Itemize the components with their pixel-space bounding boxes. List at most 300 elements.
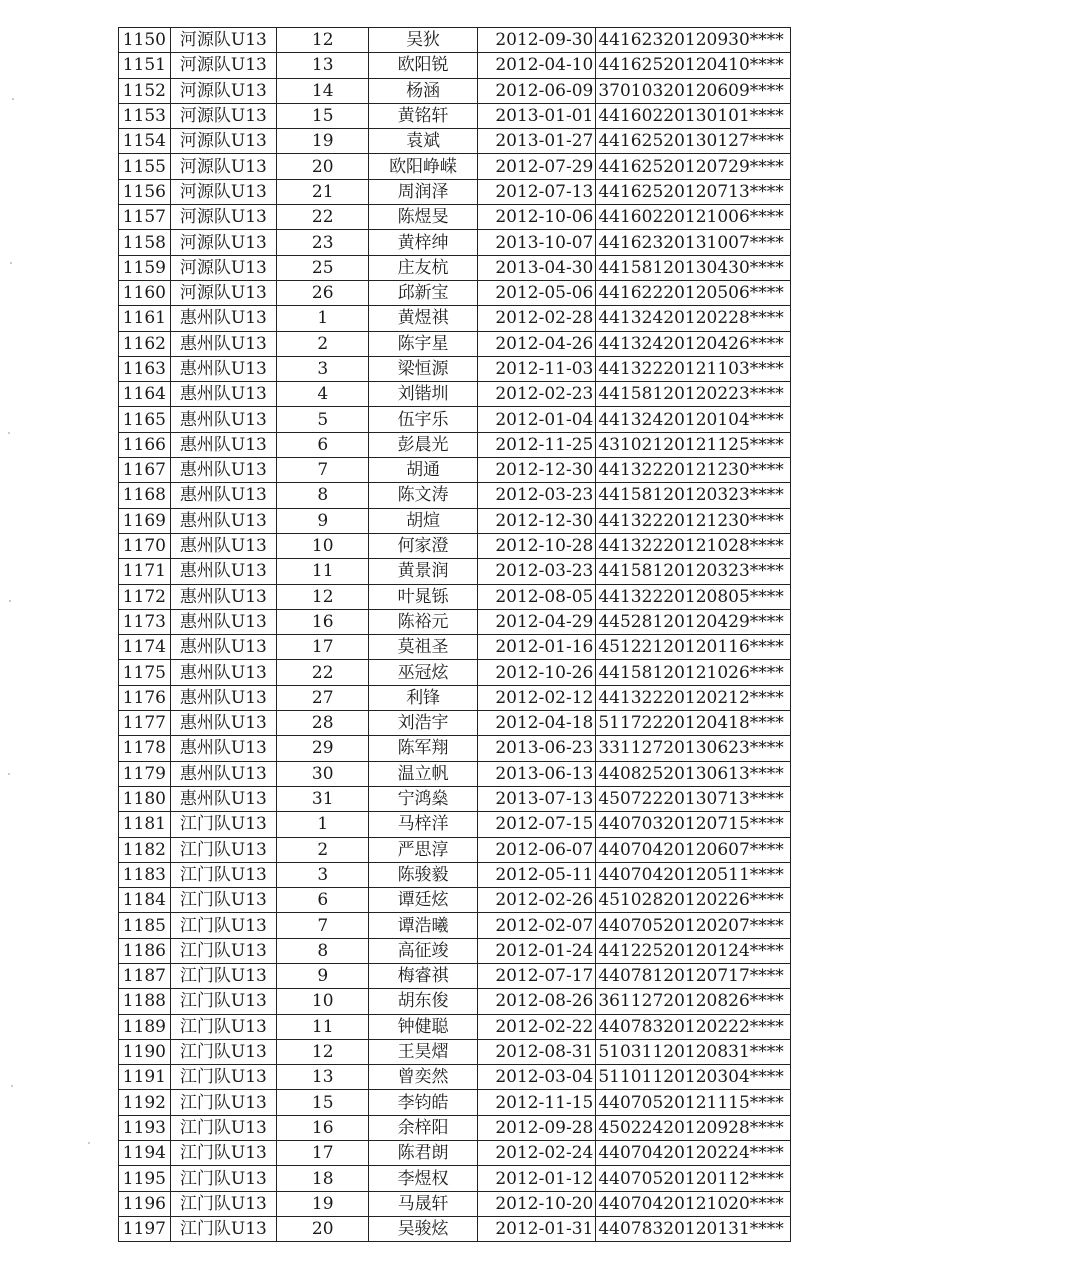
jersey-number-cell: 10 xyxy=(277,533,369,558)
row-index-cell: 1187 xyxy=(119,963,171,988)
id-number-cell: 44132420120104**** xyxy=(596,407,791,432)
player-name-cell: 陈文涛 xyxy=(369,483,477,508)
player-name-cell: 马晟轩 xyxy=(369,1191,477,1216)
scan-speck xyxy=(8,432,10,434)
birth-date-cell: 2012-07-29 xyxy=(477,154,596,179)
row-index-cell: 1177 xyxy=(119,711,171,736)
id-number-cell: 51101120120304**** xyxy=(596,1065,791,1090)
jersey-number-cell: 3 xyxy=(277,356,369,381)
jersey-number-cell: 23 xyxy=(277,230,369,255)
table-row xyxy=(119,1216,791,1241)
jersey-number-cell: 15 xyxy=(277,103,369,128)
team-cell: 惠州队U13 xyxy=(170,736,276,761)
row-index-cell: 1155 xyxy=(119,154,171,179)
jersey-number-cell: 1 xyxy=(277,812,369,837)
player-name-cell: 何家澄 xyxy=(369,533,477,558)
roster-body xyxy=(119,28,791,1242)
table-row xyxy=(119,1166,791,1191)
birth-date-cell: 2012-04-26 xyxy=(477,331,596,356)
scan-speck xyxy=(8,773,10,775)
row-index-cell: 1152 xyxy=(119,78,171,103)
birth-date-cell: 2013-10-07 xyxy=(477,230,596,255)
jersey-number-cell: 11 xyxy=(277,1014,369,1039)
player-name-cell: 陈骏毅 xyxy=(369,862,477,887)
team-cell: 惠州队U13 xyxy=(170,508,276,533)
team-cell: 江门队U13 xyxy=(170,963,276,988)
jersey-number-cell: 14 xyxy=(277,78,369,103)
birth-date-cell: 2012-02-07 xyxy=(477,913,596,938)
team-cell: 惠州队U13 xyxy=(170,458,276,483)
birth-date-cell: 2012-03-23 xyxy=(477,483,596,508)
team-cell: 江门队U13 xyxy=(170,1191,276,1216)
team-cell: 江门队U13 xyxy=(170,1014,276,1039)
jersey-number-cell: 8 xyxy=(277,938,369,963)
jersey-number-cell: 5 xyxy=(277,407,369,432)
table-row xyxy=(119,938,791,963)
id-number-cell: 44132220121103**** xyxy=(596,356,791,381)
row-index-cell: 1162 xyxy=(119,331,171,356)
table-row xyxy=(119,1014,791,1039)
id-number-cell: 44132220121230**** xyxy=(596,508,791,533)
scan-speck xyxy=(12,98,14,100)
team-cell: 惠州队U13 xyxy=(170,635,276,660)
team-cell: 河源队U13 xyxy=(170,255,276,280)
id-number-cell: 44070420120607**** xyxy=(596,837,791,862)
table-row xyxy=(119,635,791,660)
birth-date-cell: 2012-04-29 xyxy=(477,609,596,634)
player-name-cell: 梅睿祺 xyxy=(369,963,477,988)
id-number-cell: 51031120120831**** xyxy=(596,1039,791,1064)
id-number-cell: 44162320131007**** xyxy=(596,230,791,255)
birth-date-cell: 2012-07-15 xyxy=(477,812,596,837)
row-index-cell: 1192 xyxy=(119,1090,171,1115)
table-row xyxy=(119,280,791,305)
birth-date-cell: 2012-02-23 xyxy=(477,382,596,407)
player-name-cell: 胡煊 xyxy=(369,508,477,533)
table-row xyxy=(119,888,791,913)
team-cell: 江门队U13 xyxy=(170,837,276,862)
id-number-cell: 45072220130713**** xyxy=(596,786,791,811)
team-cell: 惠州队U13 xyxy=(170,382,276,407)
team-cell: 惠州队U13 xyxy=(170,609,276,634)
jersey-number-cell: 20 xyxy=(277,1216,369,1241)
birth-date-cell: 2012-02-22 xyxy=(477,1014,596,1039)
jersey-number-cell: 7 xyxy=(277,913,369,938)
jersey-number-cell: 1 xyxy=(277,306,369,331)
team-cell: 惠州队U13 xyxy=(170,432,276,457)
row-index-cell: 1196 xyxy=(119,1191,171,1216)
row-index-cell: 1182 xyxy=(119,837,171,862)
player-name-cell: 巫冠炫 xyxy=(369,660,477,685)
table-row xyxy=(119,711,791,736)
table-row xyxy=(119,129,791,154)
birth-date-cell: 2012-01-24 xyxy=(477,938,596,963)
birth-date-cell: 2012-08-31 xyxy=(477,1039,596,1064)
birth-date-cell: 2012-10-28 xyxy=(477,533,596,558)
id-number-cell: 37010320120609**** xyxy=(596,78,791,103)
id-number-cell: 43102120121125**** xyxy=(596,432,791,457)
id-number-cell: 44078320120222**** xyxy=(596,1014,791,1039)
table-row xyxy=(119,1191,791,1216)
player-name-cell: 吴骏炫 xyxy=(369,1216,477,1241)
table-row xyxy=(119,28,791,53)
row-index-cell: 1151 xyxy=(119,53,171,78)
table-row xyxy=(119,761,791,786)
birth-date-cell: 2012-04-18 xyxy=(477,711,596,736)
team-cell: 惠州队U13 xyxy=(170,685,276,710)
jersey-number-cell: 12 xyxy=(277,584,369,609)
row-index-cell: 1176 xyxy=(119,685,171,710)
table-row xyxy=(119,205,791,230)
id-number-cell: 44070420120224**** xyxy=(596,1141,791,1166)
player-name-cell: 黄铭轩 xyxy=(369,103,477,128)
team-cell: 惠州队U13 xyxy=(170,407,276,432)
jersey-number-cell: 10 xyxy=(277,989,369,1014)
table-row xyxy=(119,53,791,78)
row-index-cell: 1166 xyxy=(119,432,171,457)
id-number-cell: 44158120120323**** xyxy=(596,483,791,508)
team-cell: 江门队U13 xyxy=(170,812,276,837)
row-index-cell: 1178 xyxy=(119,736,171,761)
row-index-cell: 1186 xyxy=(119,938,171,963)
jersey-number-cell: 8 xyxy=(277,483,369,508)
player-name-cell: 余梓阳 xyxy=(369,1115,477,1140)
scan-speck xyxy=(10,262,12,264)
id-number-cell: 44158120130430**** xyxy=(596,255,791,280)
team-cell: 河源队U13 xyxy=(170,28,276,53)
birth-date-cell: 2013-01-27 xyxy=(477,129,596,154)
birth-date-cell: 2012-06-07 xyxy=(477,837,596,862)
birth-date-cell: 2012-11-03 xyxy=(477,356,596,381)
row-index-cell: 1197 xyxy=(119,1216,171,1241)
team-cell: 江门队U13 xyxy=(170,1166,276,1191)
row-index-cell: 1168 xyxy=(119,483,171,508)
table-row xyxy=(119,331,791,356)
row-index-cell: 1175 xyxy=(119,660,171,685)
birth-date-cell: 2012-09-28 xyxy=(477,1115,596,1140)
player-name-cell: 庄友杭 xyxy=(369,255,477,280)
player-name-cell: 彭晨光 xyxy=(369,432,477,457)
player-name-cell: 严思淳 xyxy=(369,837,477,862)
table-row xyxy=(119,356,791,381)
row-index-cell: 1158 xyxy=(119,230,171,255)
jersey-number-cell: 2 xyxy=(277,837,369,862)
team-cell: 河源队U13 xyxy=(170,205,276,230)
birth-date-cell: 2012-07-13 xyxy=(477,179,596,204)
table-row xyxy=(119,1115,791,1140)
row-index-cell: 1164 xyxy=(119,382,171,407)
row-index-cell: 1174 xyxy=(119,635,171,660)
table-row xyxy=(119,230,791,255)
birth-date-cell: 2012-01-04 xyxy=(477,407,596,432)
row-index-cell: 1191 xyxy=(119,1065,171,1090)
table-row xyxy=(119,432,791,457)
row-index-cell: 1160 xyxy=(119,280,171,305)
jersey-number-cell: 13 xyxy=(277,53,369,78)
birth-date-cell: 2012-10-26 xyxy=(477,660,596,685)
id-number-cell: 44070520120112**** xyxy=(596,1166,791,1191)
table-row xyxy=(119,255,791,280)
jersey-number-cell: 13 xyxy=(277,1065,369,1090)
jersey-number-cell: 20 xyxy=(277,154,369,179)
player-name-cell: 马梓洋 xyxy=(369,812,477,837)
birth-date-cell: 2012-05-11 xyxy=(477,862,596,887)
jersey-number-cell: 28 xyxy=(277,711,369,736)
table-row xyxy=(119,685,791,710)
row-index-cell: 1153 xyxy=(119,103,171,128)
birth-date-cell: 2012-12-30 xyxy=(477,508,596,533)
id-number-cell: 44082520130613**** xyxy=(596,761,791,786)
id-number-cell: 44528120120429**** xyxy=(596,609,791,634)
row-index-cell: 1159 xyxy=(119,255,171,280)
id-number-cell: 44132220121230**** xyxy=(596,458,791,483)
birth-date-cell: 2012-04-10 xyxy=(477,53,596,78)
table-row xyxy=(119,483,791,508)
row-index-cell: 1189 xyxy=(119,1014,171,1039)
row-index-cell: 1171 xyxy=(119,559,171,584)
id-number-cell: 44070320120715**** xyxy=(596,812,791,837)
id-number-cell: 44132220120805**** xyxy=(596,584,791,609)
row-index-cell: 1185 xyxy=(119,913,171,938)
row-index-cell: 1183 xyxy=(119,862,171,887)
birth-date-cell: 2012-01-31 xyxy=(477,1216,596,1241)
birth-date-cell: 2012-02-28 xyxy=(477,306,596,331)
table-row xyxy=(119,458,791,483)
table-row xyxy=(119,533,791,558)
team-cell: 惠州队U13 xyxy=(170,356,276,381)
row-index-cell: 1194 xyxy=(119,1141,171,1166)
team-cell: 河源队U13 xyxy=(170,129,276,154)
jersey-number-cell: 6 xyxy=(277,888,369,913)
row-index-cell: 1181 xyxy=(119,812,171,837)
id-number-cell: 44162520120410**** xyxy=(596,53,791,78)
row-index-cell: 1195 xyxy=(119,1166,171,1191)
table-row xyxy=(119,179,791,204)
birth-date-cell: 2013-06-13 xyxy=(477,761,596,786)
jersey-number-cell: 18 xyxy=(277,1166,369,1191)
jersey-number-cell: 4 xyxy=(277,382,369,407)
player-name-cell: 陈裕元 xyxy=(369,609,477,634)
jersey-number-cell: 27 xyxy=(277,685,369,710)
birth-date-cell: 2012-03-04 xyxy=(477,1065,596,1090)
table-row xyxy=(119,609,791,634)
birth-date-cell: 2012-08-26 xyxy=(477,989,596,1014)
team-cell: 河源队U13 xyxy=(170,78,276,103)
team-cell: 河源队U13 xyxy=(170,230,276,255)
player-name-cell: 王昊熠 xyxy=(369,1039,477,1064)
id-number-cell: 44158120120223**** xyxy=(596,382,791,407)
birth-date-cell: 2012-02-12 xyxy=(477,685,596,710)
table-row xyxy=(119,584,791,609)
player-name-cell: 莫祖圣 xyxy=(369,635,477,660)
id-number-cell: 44158120120323**** xyxy=(596,559,791,584)
id-number-cell: 44132420120426**** xyxy=(596,331,791,356)
row-index-cell: 1190 xyxy=(119,1039,171,1064)
jersey-number-cell: 19 xyxy=(277,129,369,154)
team-cell: 河源队U13 xyxy=(170,280,276,305)
row-index-cell: 1172 xyxy=(119,584,171,609)
player-name-cell: 温立帆 xyxy=(369,761,477,786)
id-number-cell: 44132220120212**** xyxy=(596,685,791,710)
id-number-cell: 44070520120207**** xyxy=(596,913,791,938)
id-number-cell: 36112720120826**** xyxy=(596,989,791,1014)
table-row xyxy=(119,989,791,1014)
team-cell: 惠州队U13 xyxy=(170,483,276,508)
id-number-cell: 45102820120226**** xyxy=(596,888,791,913)
jersey-number-cell: 2 xyxy=(277,331,369,356)
jersey-number-cell: 7 xyxy=(277,458,369,483)
team-cell: 河源队U13 xyxy=(170,179,276,204)
row-index-cell: 1154 xyxy=(119,129,171,154)
row-index-cell: 1184 xyxy=(119,888,171,913)
jersey-number-cell: 9 xyxy=(277,963,369,988)
row-index-cell: 1167 xyxy=(119,458,171,483)
player-name-cell: 邱新宝 xyxy=(369,280,477,305)
team-cell: 江门队U13 xyxy=(170,938,276,963)
id-number-cell: 44132220121028**** xyxy=(596,533,791,558)
team-cell: 江门队U13 xyxy=(170,989,276,1014)
team-cell: 惠州队U13 xyxy=(170,786,276,811)
birth-date-cell: 2012-10-20 xyxy=(477,1191,596,1216)
team-cell: 惠州队U13 xyxy=(170,306,276,331)
player-name-cell: 吴狄 xyxy=(369,28,477,53)
jersey-number-cell: 26 xyxy=(277,280,369,305)
row-index-cell: 1156 xyxy=(119,179,171,204)
table-row xyxy=(119,736,791,761)
birth-date-cell: 2012-01-12 xyxy=(477,1166,596,1191)
id-number-cell: 44070420120511**** xyxy=(596,862,791,887)
team-cell: 江门队U13 xyxy=(170,1039,276,1064)
jersey-number-cell: 25 xyxy=(277,255,369,280)
birth-date-cell: 2012-11-15 xyxy=(477,1090,596,1115)
player-name-cell: 利锋 xyxy=(369,685,477,710)
player-name-cell: 钟健聪 xyxy=(369,1014,477,1039)
scan-speck xyxy=(88,1142,90,1144)
row-index-cell: 1161 xyxy=(119,306,171,331)
player-name-cell: 陈君朗 xyxy=(369,1141,477,1166)
table-row xyxy=(119,407,791,432)
player-name-cell: 欧阳锐 xyxy=(369,53,477,78)
table-row xyxy=(119,306,791,331)
table-row xyxy=(119,382,791,407)
table-row xyxy=(119,154,791,179)
team-cell: 河源队U13 xyxy=(170,154,276,179)
row-index-cell: 1180 xyxy=(119,786,171,811)
team-cell: 江门队U13 xyxy=(170,1216,276,1241)
jersey-number-cell: 29 xyxy=(277,736,369,761)
player-name-cell: 陈宇星 xyxy=(369,331,477,356)
player-name-cell: 伍宇乐 xyxy=(369,407,477,432)
table-row xyxy=(119,1039,791,1064)
player-name-cell: 黄煜祺 xyxy=(369,306,477,331)
player-name-cell: 曾奕然 xyxy=(369,1065,477,1090)
player-name-cell: 陈军翔 xyxy=(369,736,477,761)
table-row xyxy=(119,837,791,862)
id-number-cell: 44122520120124**** xyxy=(596,938,791,963)
row-index-cell: 1165 xyxy=(119,407,171,432)
player-name-cell: 梁恒源 xyxy=(369,356,477,381)
birth-date-cell: 2012-02-26 xyxy=(477,888,596,913)
birth-date-cell: 2012-05-06 xyxy=(477,280,596,305)
row-index-cell: 1170 xyxy=(119,533,171,558)
team-cell: 惠州队U13 xyxy=(170,761,276,786)
team-cell: 河源队U13 xyxy=(170,103,276,128)
player-name-cell: 黄梓绅 xyxy=(369,230,477,255)
table-row xyxy=(119,786,791,811)
id-number-cell: 45022420120928**** xyxy=(596,1115,791,1140)
team-cell: 江门队U13 xyxy=(170,913,276,938)
table-row xyxy=(119,963,791,988)
birth-date-cell: 2013-04-30 xyxy=(477,255,596,280)
team-cell: 江门队U13 xyxy=(170,1065,276,1090)
jersey-number-cell: 19 xyxy=(277,1191,369,1216)
player-name-cell: 宁鸿燊 xyxy=(369,786,477,811)
player-name-cell: 李钧皓 xyxy=(369,1090,477,1115)
id-number-cell: 44160220121006**** xyxy=(596,205,791,230)
player-name-cell: 陈煜旻 xyxy=(369,205,477,230)
birth-date-cell: 2012-08-05 xyxy=(477,584,596,609)
birth-date-cell: 2012-10-06 xyxy=(477,205,596,230)
row-index-cell: 1157 xyxy=(119,205,171,230)
player-name-cell: 袁斌 xyxy=(369,129,477,154)
row-index-cell: 1179 xyxy=(119,761,171,786)
team-cell: 江门队U13 xyxy=(170,1115,276,1140)
id-number-cell: 44070520121115**** xyxy=(596,1090,791,1115)
player-name-cell: 杨涵 xyxy=(369,78,477,103)
jersey-number-cell: 3 xyxy=(277,862,369,887)
scan-speck xyxy=(11,1085,13,1087)
team-cell: 惠州队U13 xyxy=(170,559,276,584)
jersey-number-cell: 31 xyxy=(277,786,369,811)
table-row xyxy=(119,862,791,887)
player-roster-table xyxy=(118,27,791,1242)
jersey-number-cell: 16 xyxy=(277,1115,369,1140)
birth-date-cell: 2013-01-01 xyxy=(477,103,596,128)
birth-date-cell: 2012-02-24 xyxy=(477,1141,596,1166)
birth-date-cell: 2012-12-30 xyxy=(477,458,596,483)
birth-date-cell: 2012-01-16 xyxy=(477,635,596,660)
table-row xyxy=(119,508,791,533)
player-name-cell: 周润泽 xyxy=(369,179,477,204)
table-row xyxy=(119,1141,791,1166)
birth-date-cell: 2013-06-23 xyxy=(477,736,596,761)
jersey-number-cell: 12 xyxy=(277,28,369,53)
row-index-cell: 1163 xyxy=(119,356,171,381)
team-cell: 惠州队U13 xyxy=(170,660,276,685)
jersey-number-cell: 17 xyxy=(277,1141,369,1166)
team-cell: 江门队U13 xyxy=(170,888,276,913)
id-number-cell: 44078320120131**** xyxy=(596,1216,791,1241)
team-cell: 惠州队U13 xyxy=(170,331,276,356)
team-cell: 江门队U13 xyxy=(170,1090,276,1115)
table-row xyxy=(119,812,791,837)
id-number-cell: 44162320120930**** xyxy=(596,28,791,53)
id-number-cell: 44078120120717**** xyxy=(596,963,791,988)
id-number-cell: 44132420120228**** xyxy=(596,306,791,331)
jersey-number-cell: 12 xyxy=(277,1039,369,1064)
birth-date-cell: 2012-03-23 xyxy=(477,559,596,584)
player-name-cell: 叶晁铄 xyxy=(369,584,477,609)
jersey-number-cell: 17 xyxy=(277,635,369,660)
table-row xyxy=(119,1065,791,1090)
team-cell: 惠州队U13 xyxy=(170,584,276,609)
player-name-cell: 刘浩宇 xyxy=(369,711,477,736)
id-number-cell: 44162520120713**** xyxy=(596,179,791,204)
team-cell: 江门队U13 xyxy=(170,1141,276,1166)
id-number-cell: 33112720130623**** xyxy=(596,736,791,761)
jersey-number-cell: 11 xyxy=(277,559,369,584)
id-number-cell: 44162220120506**** xyxy=(596,280,791,305)
